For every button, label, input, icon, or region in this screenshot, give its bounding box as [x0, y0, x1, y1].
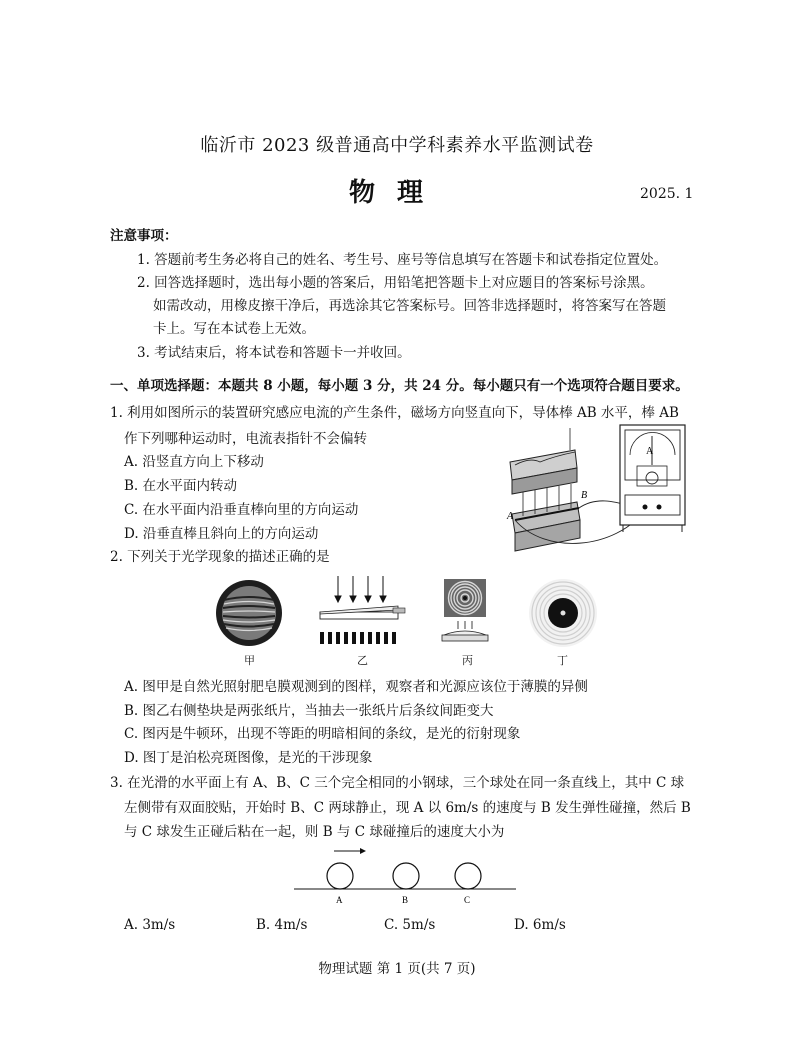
q3-label-c: C [464, 895, 471, 905]
q2-caption-yi: 乙 [357, 654, 368, 667]
exam-date: 2025. 1 [640, 186, 694, 202]
q3-ball-b [393, 863, 419, 889]
q3-figure [290, 845, 520, 907]
notice-heading: 注意事项： [110, 228, 178, 244]
q3-option-d: D. 6m/s [514, 917, 566, 933]
notice-item-2: 2. 回答选择题时，选出每小题的答案后，用铅笔把答题卡上对应题目的答案标号涂黑。 [137, 275, 654, 291]
q3-stem-line1: 3. 在光滑的水平面上有 A、B、C 三个完全相同的小钢球，三个球处在同一条直线上，其中 C 球 [110, 775, 685, 791]
q2-option-a: A. 图甲是自然光照射肥皂膜观测到的图样，观察者和光源应该位于薄膜的异侧 [124, 679, 588, 695]
q1-option-a: A. 沿竖直方向上下移动 [124, 454, 264, 470]
notice-item-2-cont: 如需改动，用橡皮擦干净后，再选涂其它答案标号。回答非选择题时，将答案写在答题 [153, 298, 666, 314]
q3-stem-line3: 与 C 球发生正碰后粘在一起，则 B 与 C 球碰撞后的速度大小为 [124, 824, 505, 840]
q3-option-a: A. 3m/s [124, 917, 176, 933]
subject-title: 物理 [348, 178, 445, 208]
q3-stem-line2: 左侧带有双面胶贴，开始时 B、C 两球静止，现 A 以 6m/s 的速度与 B 发生弹性碰撞，然后 B [124, 800, 691, 816]
q1-option-c: C. 在水平面内沿垂直棒向里的方向运动 [124, 502, 359, 518]
q1-meter-label: A [646, 446, 654, 457]
q1-option-d: D. 沿垂直棒且斜向上的方向运动 [124, 526, 319, 542]
exam-title: 临沂市 2023 级普通高中学科素养水平监测试卷 [200, 135, 594, 156]
q3-ball-a [327, 863, 353, 889]
q2-option-d: D. 图丁是泊松亮斑图像，是光的干涉现象 [124, 750, 373, 766]
q2-caption-ding: 丁 [557, 654, 568, 667]
q2-figure-bing [436, 577, 494, 649]
q3-option-b: B. 4m/s [256, 917, 308, 933]
q2-figure-ding [528, 578, 598, 648]
q3-ball-c [455, 863, 481, 889]
q1-label-a: A [507, 511, 514, 522]
q1-stem-line2: 作下列哪种运动时，电流表指针不会偏转 [124, 431, 367, 447]
q1-figure [505, 420, 690, 570]
q2-caption-bing: 丙 [462, 654, 473, 667]
q1-label-b: B [581, 490, 588, 501]
q2-figure-jia [214, 578, 284, 648]
notice-item-2-cont2: 卡上。写在本试卷上无效。 [153, 321, 315, 337]
q2-option-b: B. 图乙右侧垫块是两张纸片，当抽去一张纸片后条纹间距变大 [124, 703, 494, 719]
q3-label-a: A [336, 895, 343, 905]
page-footer: 物理试题 第 1 页(共 7 页) [318, 961, 476, 977]
q2-option-c: C. 图丙是牛顿环，出现不等距的明暗相间的条纹，是光的衍射现象 [124, 726, 521, 742]
q3-label-b: B [402, 895, 409, 905]
q1-option-b: B. 在水平面内转动 [124, 478, 238, 494]
q1-stem-line1: 1. 利用如图所示的装置研究感应电流的产生条件，磁场方向竖直向下，导体棒 AB 水平，棒 AB [110, 405, 679, 421]
q3-option-c: C. 5m/s [384, 917, 436, 933]
q2-caption-jia: 甲 [244, 654, 255, 667]
q2-stem: 2. 下列关于光学现象的描述正确的是 [110, 549, 330, 565]
q2-figure-yi [318, 572, 408, 650]
section-heading: 一、单项选择题：本题共 8 小题，每小题 3 分，共 24 分。每小题只有一个选项符合题目要求。 [110, 378, 689, 394]
notice-item-3: 3. 考试结束后，将本试卷和答题卡一并收回。 [137, 345, 411, 361]
notice-item-1: 1. 答题前考生务必将自己的姓名、考生号、座号等信息填写在答题卡和试卷指定位置处。 [137, 252, 668, 268]
